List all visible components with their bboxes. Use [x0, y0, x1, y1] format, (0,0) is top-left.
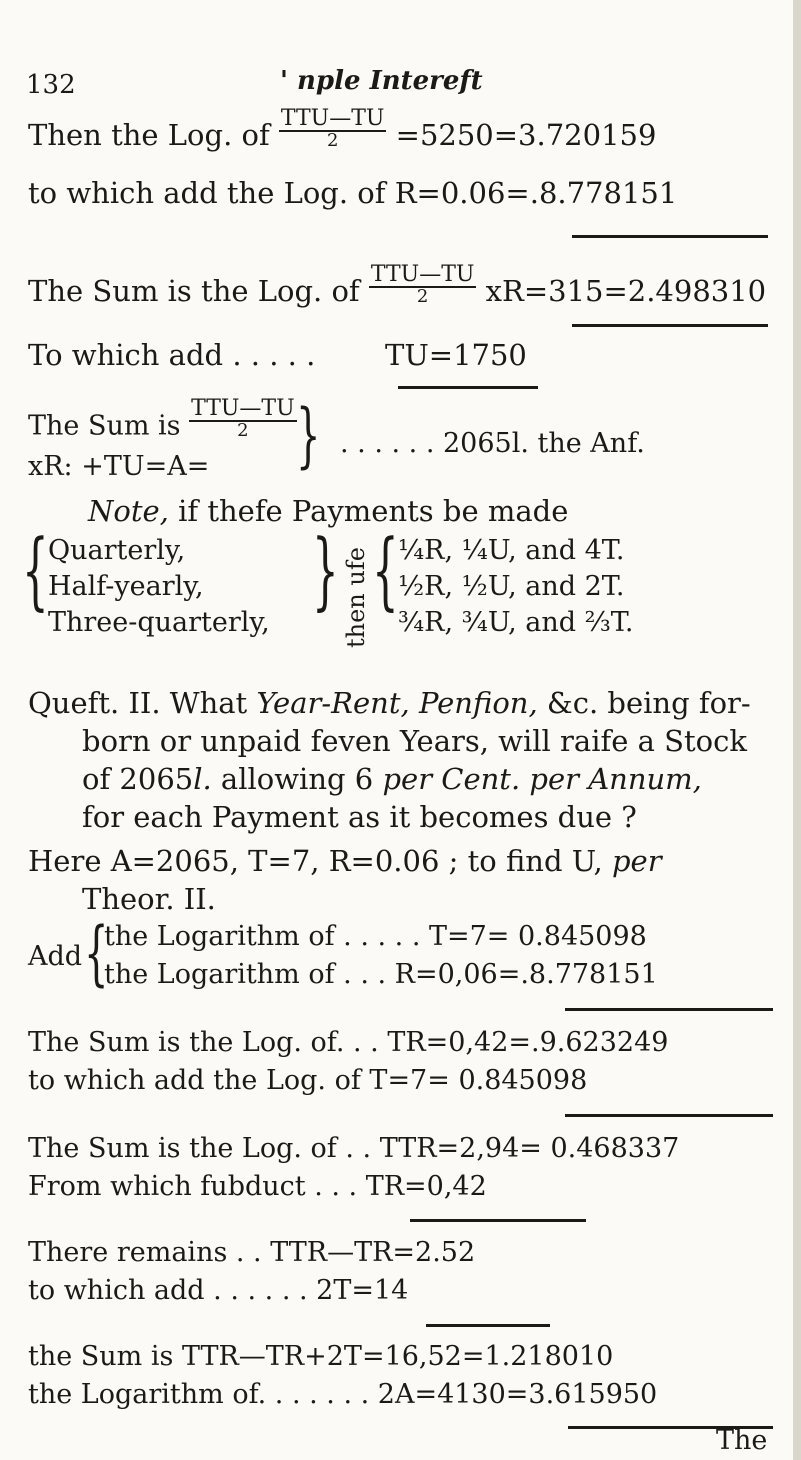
calc-line-4: From which fubduct . . . TR=0,42 — [28, 1171, 487, 1202]
calc-line-5: There remains . . TTR—TR=2.52 — [28, 1237, 476, 1268]
calc-line-3: The Sum is the Log. of . . TTR=2,94= 0.468337 — [28, 1133, 680, 1164]
sum-result: . . . . . . 2065l. the Anf. — [340, 428, 645, 459]
use-row-quarterly: ¼R, ¼U, and 4T. — [398, 535, 625, 566]
fraction — [189, 398, 297, 440]
right-brace: } — [296, 394, 321, 476]
add-row-1: the Logarithm of . . . . . T=7= 0.845098 — [104, 921, 647, 952]
calc-line-8: the Logarithm of. . . . . . . 2A=4130=3.615950 — [28, 1379, 658, 1410]
question-2-line-3 — [82, 762, 702, 796]
fraction-denominator: 2 — [326, 130, 339, 151]
fraction-numerator: TTU—TU — [280, 106, 385, 131]
add-row-2: the Logarithm of . . . R=0,06=.8.778151 — [104, 959, 658, 990]
freq-quarterly: Quarterly, — [48, 535, 186, 566]
line-text: Queft. II. What — [28, 686, 257, 720]
line-text: allowing 6 — [211, 762, 383, 796]
right-brace: } — [312, 521, 339, 619]
line-text: xR=315=2.498310 — [485, 274, 767, 308]
rule — [398, 386, 538, 389]
left-brace: { — [22, 521, 49, 619]
fraction-denominator: 2 — [237, 420, 249, 441]
note-label: Note, — [88, 494, 169, 528]
fraction — [369, 264, 477, 306]
calc-line-2: to which add the Log. of T=7= 0.845098 — [28, 1065, 588, 1096]
theor-line: Theor. II. — [82, 882, 216, 916]
fraction-numerator: TTU—TU — [191, 396, 295, 421]
line-italic: per Cent. per Annum, — [382, 762, 702, 796]
line-italic: per — [611, 844, 662, 878]
line-italic: l. — [193, 762, 212, 796]
fraction-numerator: TTU—TU — [370, 262, 475, 287]
fraction — [279, 108, 387, 150]
question-2-line-1 — [28, 686, 751, 720]
fraction-denominator: 2 — [416, 286, 429, 307]
sum-line-a — [28, 396, 297, 448]
line-text: Then the Log. of — [28, 118, 279, 152]
rule — [572, 235, 768, 238]
use-row-half-yearly: ½R, ½U, and 2T. — [398, 571, 625, 602]
line-text: =5250=3.720159 — [395, 118, 657, 152]
catchword: The — [716, 1425, 768, 1456]
page-edge — [793, 0, 801, 1460]
rule — [572, 324, 768, 327]
line-text: Here A=2065, T=7, R=0.06 ; to find U, — [28, 844, 612, 878]
line-text: The Sum is — [28, 410, 190, 442]
here-line — [28, 844, 662, 878]
calc-line-7: the Sum is TTR—TR+2T=16,52=1.218010 — [28, 1341, 614, 1372]
question-2-line-4: for each Payment as it becomes due ? — [82, 800, 637, 834]
line-italic: Year-Rent, Penfion, — [256, 686, 538, 720]
sum-line-b: xR: +TU=A= — [28, 451, 210, 482]
page-number: 132 — [26, 70, 76, 100]
line-text: The Sum is the Log. of — [28, 274, 369, 308]
line-text: of 2065 — [82, 762, 194, 796]
left-brace: { — [84, 912, 109, 994]
left-brace: { — [372, 521, 399, 619]
add-label: Add — [28, 941, 83, 972]
calc-line-6: to which add . . . . . . 2T=14 — [28, 1275, 409, 1306]
freq-half-yearly: Half-yearly, — [48, 571, 204, 602]
line-log-fraction — [28, 106, 657, 158]
line-tu-value: TU=1750 — [385, 338, 527, 372]
then-use-label: then ufe — [342, 547, 370, 648]
rule — [426, 1324, 550, 1327]
calc-line-1: The Sum is the Log. of. . . TR=0,42=.9.623249 — [28, 1027, 669, 1058]
line-text: if thefe Payments be made — [168, 494, 569, 528]
rule — [410, 1219, 586, 1222]
question-2-line-2: born or unpaid feven Years, will raife a Stock — [82, 724, 747, 758]
line-sum-log — [28, 262, 767, 314]
freq-three-quarterly: Three-quarterly, — [48, 607, 270, 638]
line-add-log-r: to which add the Log. of R=0.06=.8.778151 — [28, 176, 678, 210]
running-head: ' nple Intereft — [280, 66, 483, 96]
use-row-three-quarterly: ¾R, ¾U, and ⅔T. — [398, 607, 634, 638]
rule — [565, 1114, 773, 1117]
line-text: &c. being for- — [537, 686, 751, 720]
line-to-which-add: To which add . . . . . — [28, 338, 316, 372]
rule — [565, 1008, 773, 1011]
